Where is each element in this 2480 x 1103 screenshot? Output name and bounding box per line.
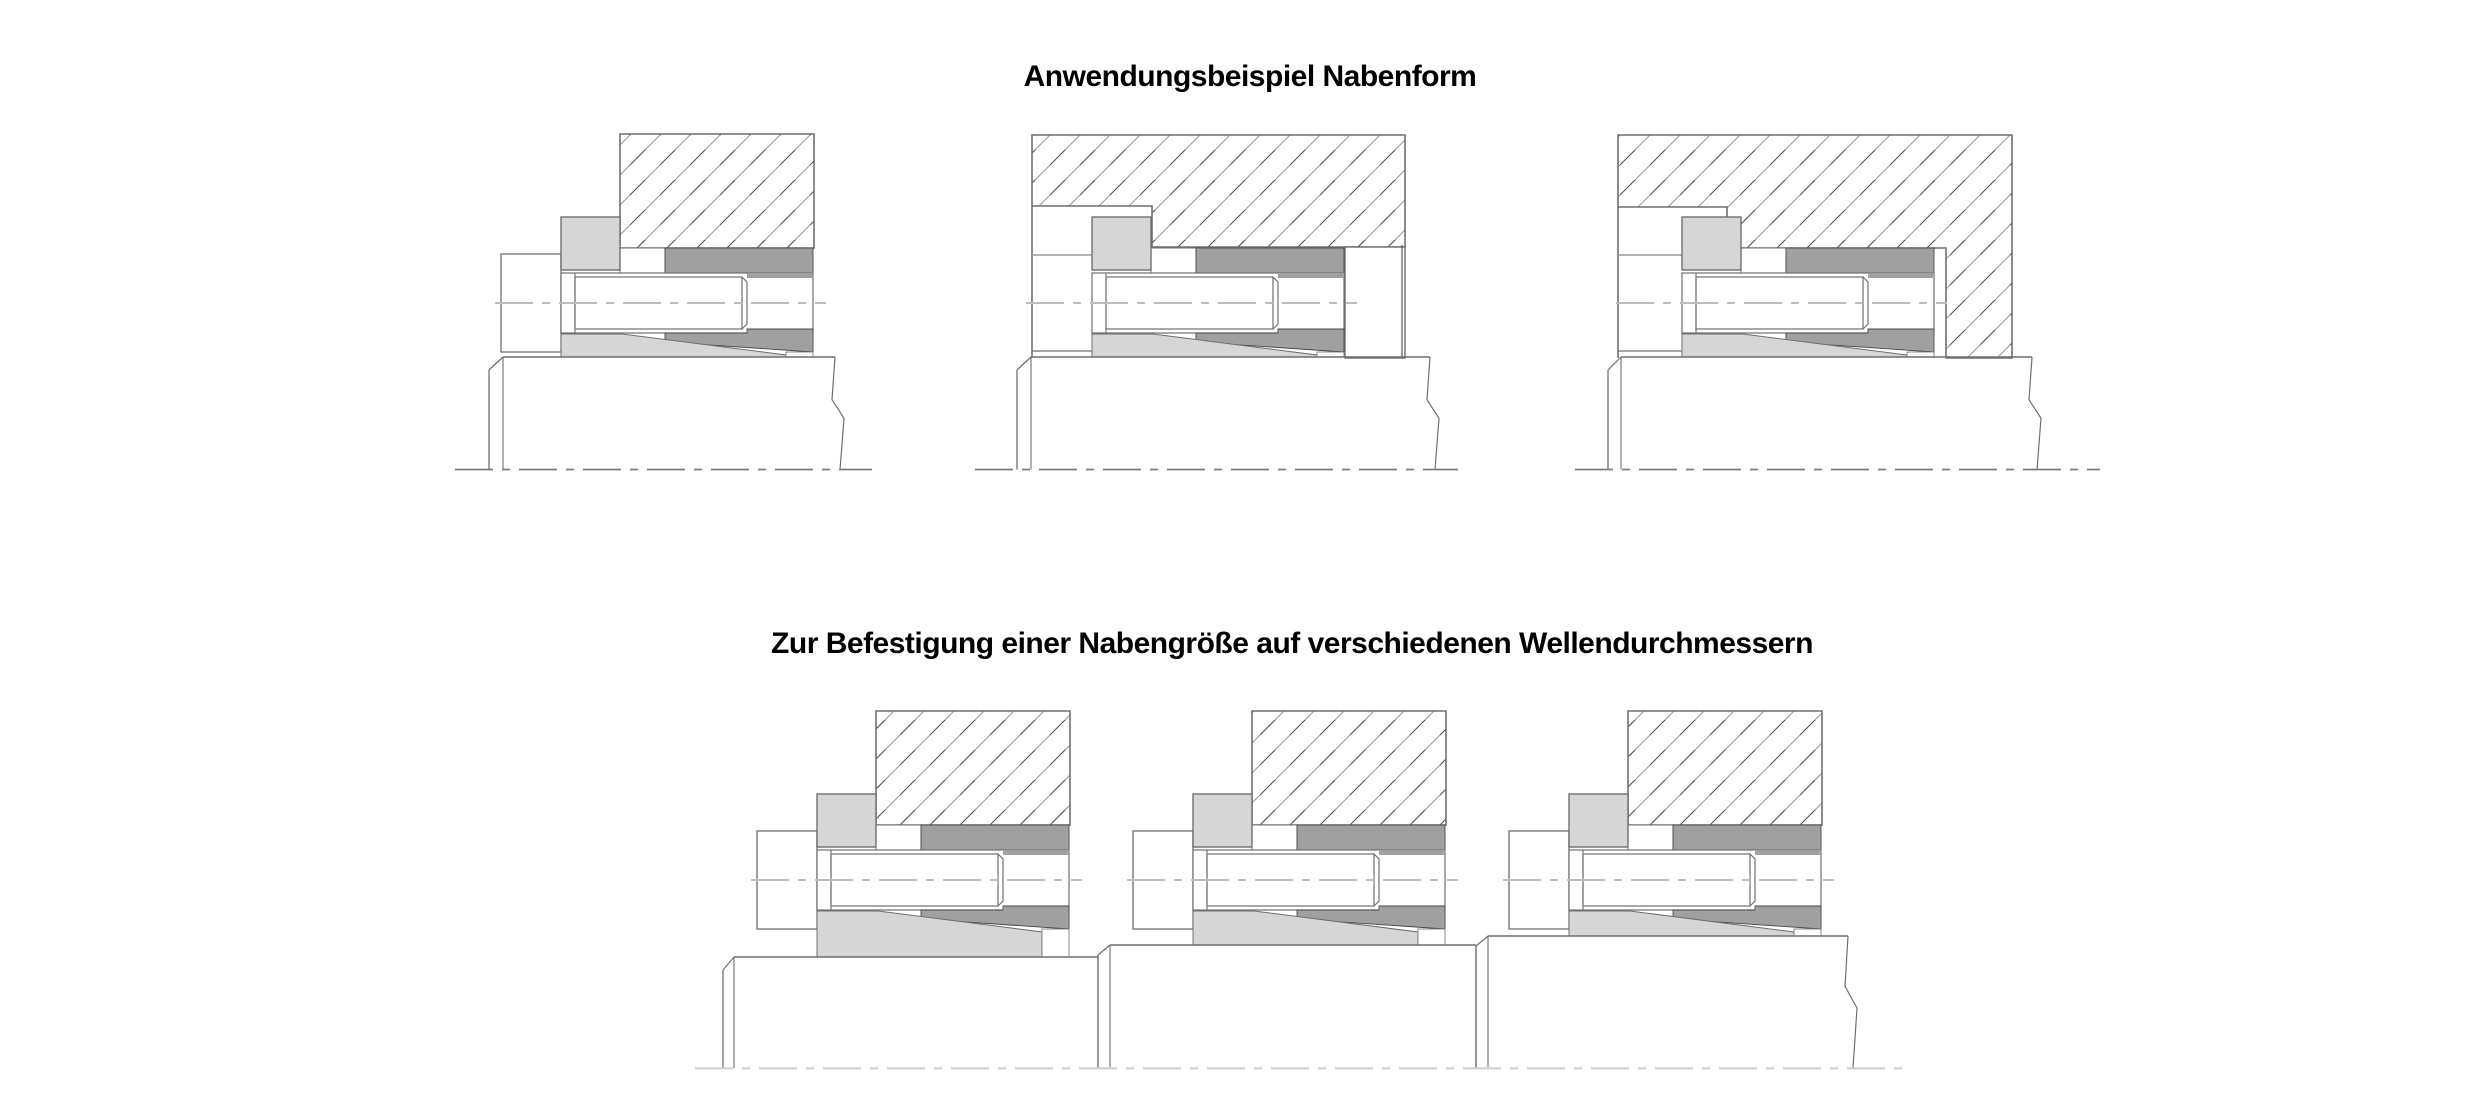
outer-ring-strip <box>1755 850 1821 855</box>
outer-ring-strip <box>1003 850 1069 855</box>
caption-wellendurchmesser: Zur Befestigung einer Nabengröße auf verschiedenen Wellendurchmessern <box>771 627 1813 660</box>
outer-ring-strip <box>1868 273 1934 278</box>
shaft-chamfer <box>489 357 503 370</box>
outer-ring-band <box>1673 825 1821 850</box>
hub-section <box>1032 135 1405 247</box>
clamp-gap <box>1794 929 1821 936</box>
hub-section <box>620 134 814 248</box>
shaft-chamfer <box>1608 357 1621 370</box>
wellendurchmesser-2 <box>1098 711 1476 1068</box>
shaft-chamfer <box>1098 945 1110 955</box>
clamp-pocket <box>1741 248 1786 273</box>
thrust-collar <box>1569 794 1628 847</box>
clamp-gap <box>1907 352 1934 357</box>
outer-ring-band <box>1196 248 1344 273</box>
outer-ring-band <box>1786 248 1934 273</box>
clamp-pocket <box>876 825 921 850</box>
shaft-break <box>832 357 844 470</box>
clamp-gap <box>1042 929 1069 957</box>
shaft-chamfer <box>723 957 734 970</box>
clamp-gap <box>1418 929 1445 945</box>
outer-ring-strip <box>747 273 813 278</box>
clamp-pocket <box>1151 248 1196 273</box>
wellendurchmesser-1 <box>723 711 1098 1068</box>
thrust-collar <box>1193 794 1252 847</box>
caption-nabenform: Anwendungsbeispiel Nabenform <box>1023 60 1477 93</box>
wellendurchmesser-3 <box>1476 711 1857 1068</box>
shaft-break <box>1427 357 1439 470</box>
clamp-gap <box>786 352 813 357</box>
hub-section <box>1628 711 1822 825</box>
shaft-chamfer <box>1017 357 1031 370</box>
nabenform-1 <box>455 134 872 470</box>
outer-ring-strip <box>1379 850 1445 855</box>
outer-ring-strip <box>1278 273 1344 278</box>
clamp-pocket <box>620 248 665 273</box>
thrust-collar <box>1682 217 1741 270</box>
clamp-pocket <box>1628 825 1673 850</box>
outer-ring-band <box>665 248 813 273</box>
hub-section <box>1252 711 1446 825</box>
outer-ring-band <box>1297 825 1445 850</box>
thrust-collar <box>817 794 876 847</box>
clamp-pocket <box>1252 825 1297 850</box>
shaft-break <box>2029 357 2041 470</box>
nabenform-3 <box>1575 135 2100 470</box>
nabenform-2 <box>975 135 1458 470</box>
shaft-chamfer <box>1476 936 1488 946</box>
thrust-collar <box>561 217 620 270</box>
shaft-break <box>1845 936 1857 1068</box>
clamp-gap <box>1317 352 1344 357</box>
outer-ring-band <box>921 825 1069 850</box>
thrust-collar <box>1092 217 1151 270</box>
hub-section <box>876 711 1070 825</box>
